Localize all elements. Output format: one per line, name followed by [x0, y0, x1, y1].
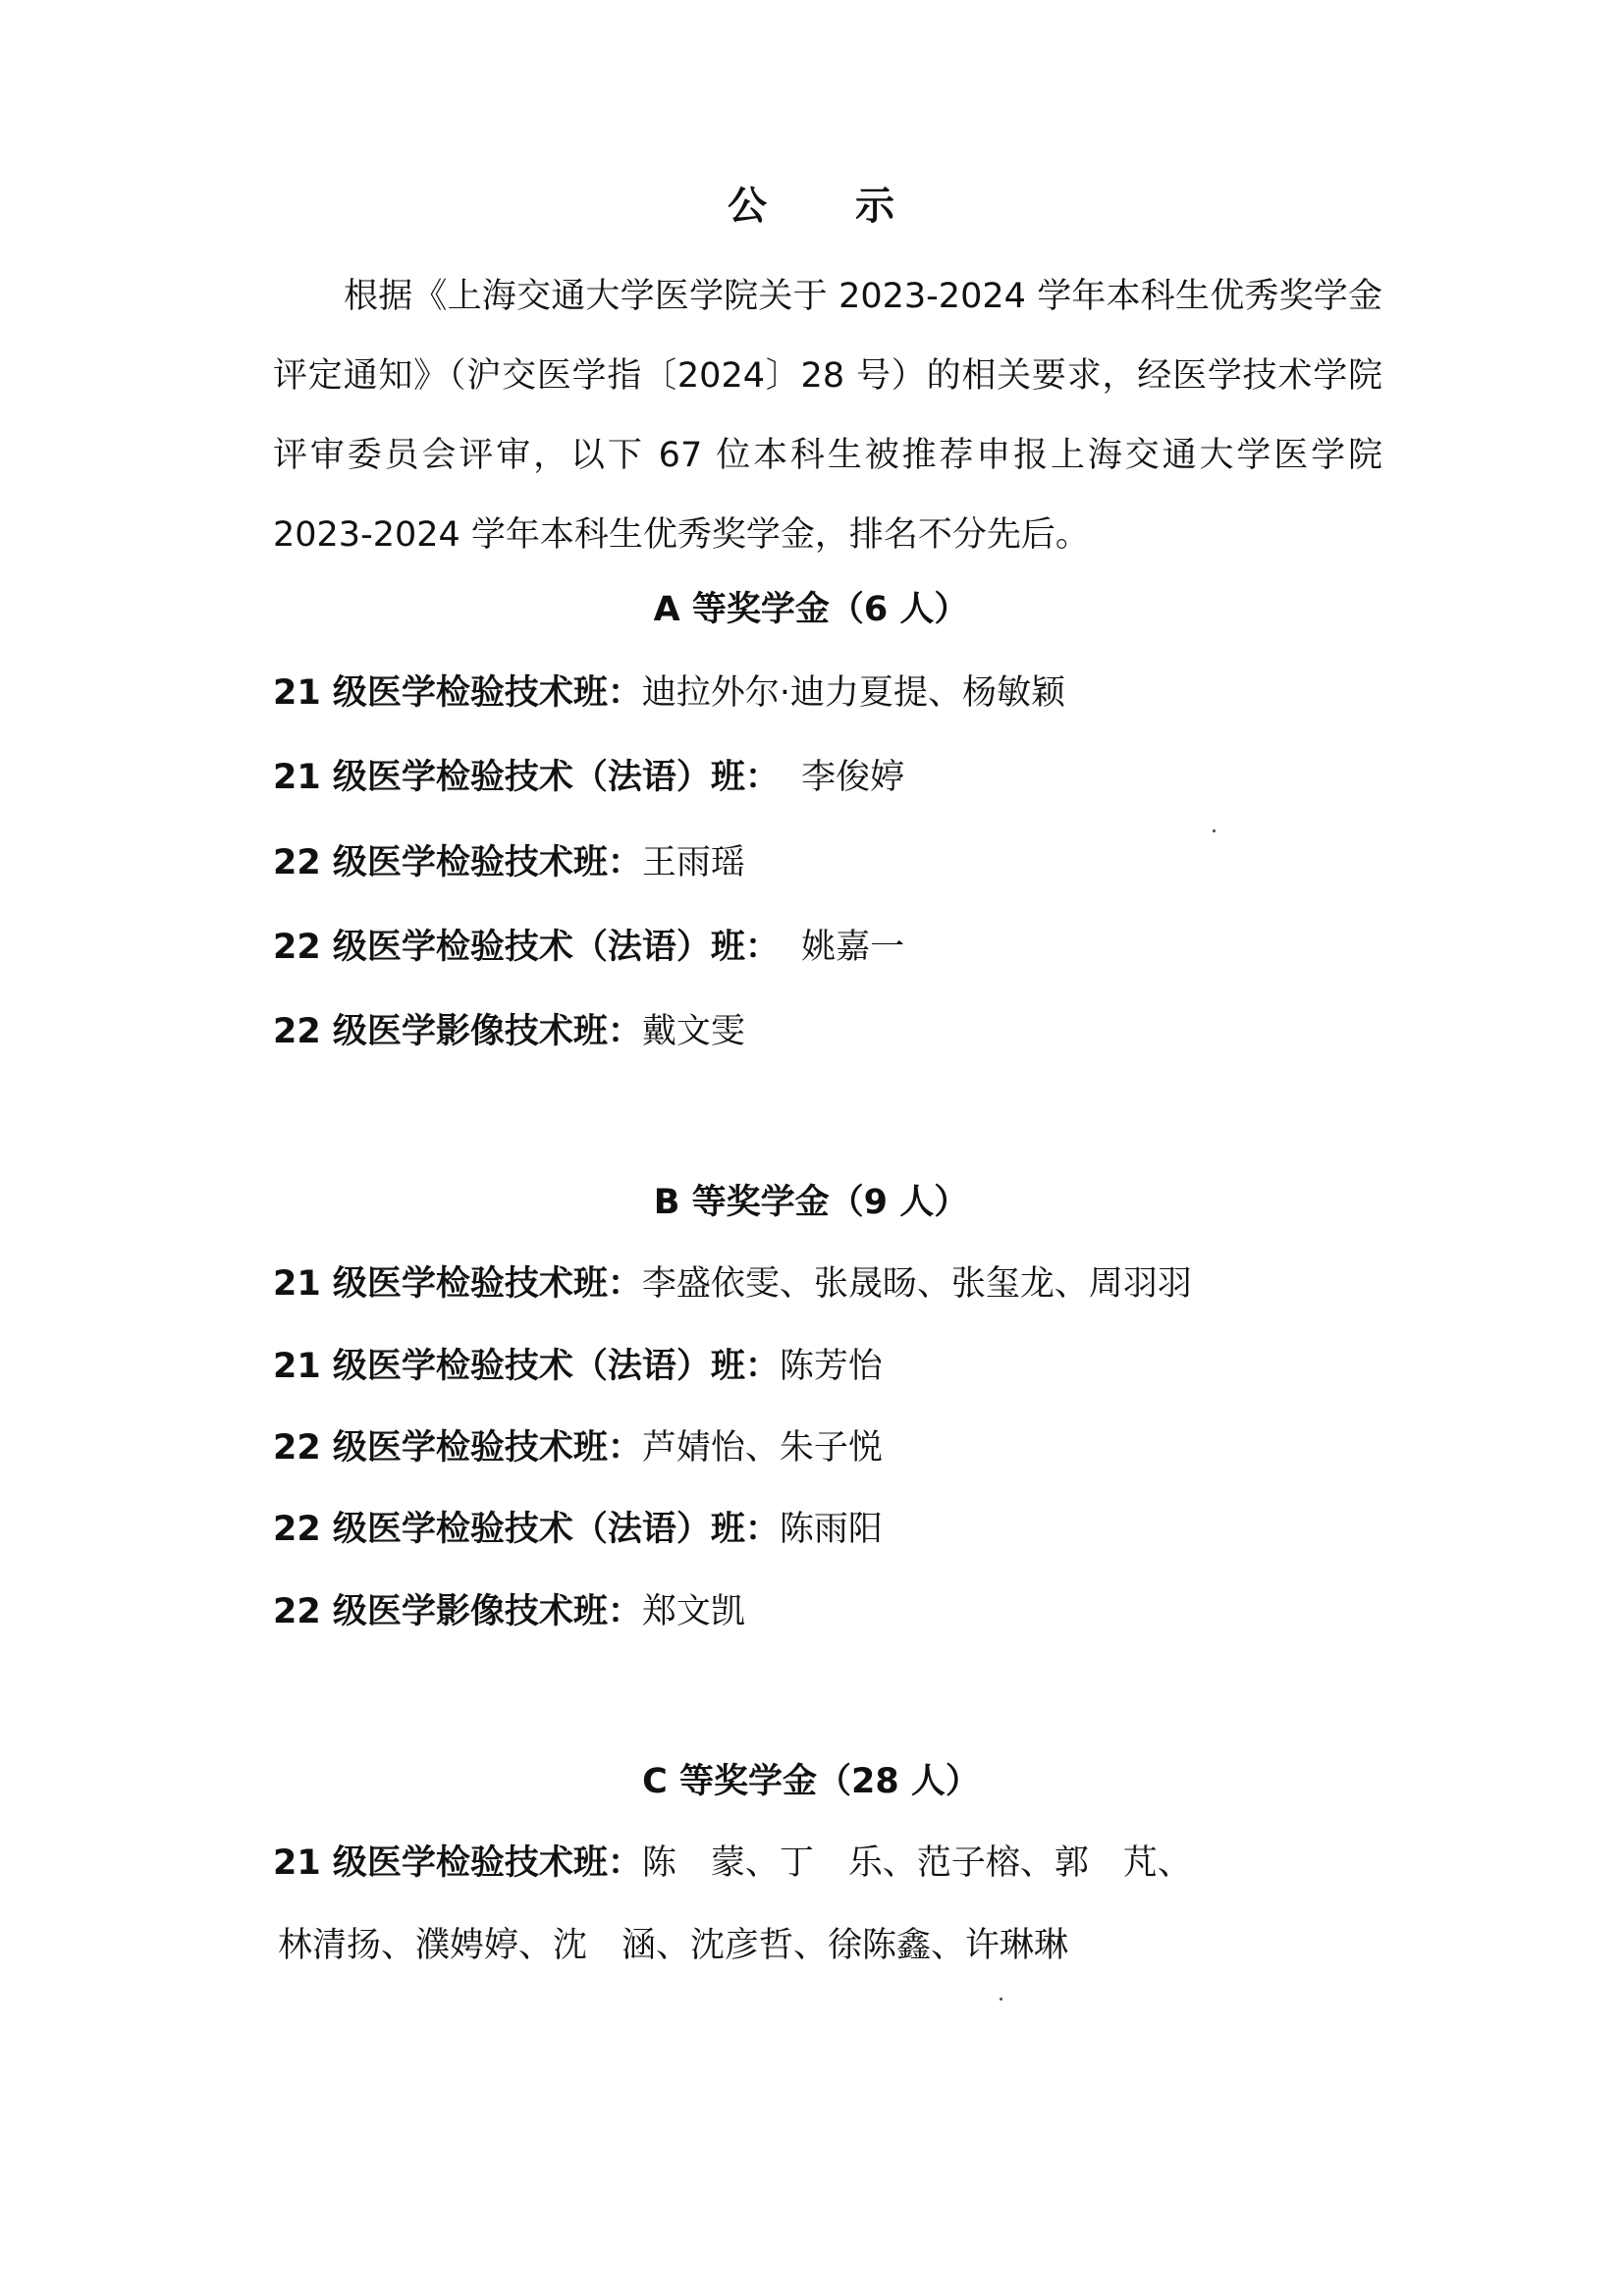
- student-names: 迪拉外尔·迪力夏提、杨敏颖: [641, 673, 1066, 713]
- student-names: 陈芳怡: [779, 1347, 883, 1386]
- award-entry: [273, 671, 1065, 715]
- intro-paragraph: 根据《上海交通大学医学院关于 2023-2024 学年本科生优秀奖学金评定通知》（沪交医学指〔2024〕28 号）的相关要求，经医学技术学院评审委员会评审，以下 67 位本科生被推荐申报上海交通大学医学院 2023-2024 学年本科生优秀奖学金，排名不分先后。: [273, 277, 1382, 555]
- class-name: 22 级医学检验技术（法语）班：: [273, 928, 780, 967]
- student-names: 郑文凯: [641, 1592, 745, 1631]
- award-entry: [273, 926, 904, 969]
- class-name: 22 级医学检验技术（法语）班：: [273, 1510, 780, 1549]
- award-entry: [273, 1262, 1192, 1306]
- student-names-continuation: 林清扬、濮娉婷、沈 涵、沈彦哲、徐陈鑫、许琳琳: [278, 1926, 1069, 1965]
- student-names: 陈 蒙、丁 乐、范子榕、郭 芃、: [641, 1843, 1192, 1883]
- student-names: 姚嘉一: [779, 928, 905, 967]
- page-title: 公 示: [728, 184, 932, 229]
- class-name: 22 级医学检验技术班：: [273, 1428, 642, 1468]
- award-entry: [273, 1842, 1192, 1885]
- class-name: 21 级医学检验技术班：: [273, 673, 642, 713]
- class-name: 21 级医学检验技术班：: [273, 1264, 642, 1304]
- class-name: 21 级医学检验技术（法语）班：: [273, 758, 780, 797]
- section-heading-c: C 等奖学金（28 人）: [642, 1762, 980, 1801]
- award-entry: [273, 1345, 883, 1388]
- student-names: 李俊婷: [779, 758, 905, 797]
- award-entry: [273, 1426, 883, 1469]
- award-entry: [273, 1508, 883, 1551]
- student-names: 李盛依雯、张晟旸、张玺龙、周羽羽: [641, 1264, 1192, 1304]
- award-entry: [273, 1010, 745, 1053]
- section-heading-b: B 等奖学金（9 人）: [653, 1183, 969, 1222]
- award-entry: [273, 841, 745, 884]
- class-name: 21 级医学检验技术（法语）班：: [273, 1347, 780, 1386]
- student-names: 戴文雯: [641, 1012, 745, 1051]
- scan-speck: [1000, 1998, 1002, 2001]
- award-entry: [273, 1590, 745, 1633]
- student-names: 芦婧怡、朱子悦: [641, 1428, 883, 1468]
- class-name: 21 级医学检验技术班：: [273, 1843, 642, 1883]
- class-name: 22 级医学影像技术班：: [273, 1012, 642, 1051]
- class-name: 22 级医学影像技术班：: [273, 1592, 642, 1631]
- award-entry: [273, 756, 904, 799]
- class-name: 22 级医学检验技术班：: [273, 843, 642, 882]
- student-names: 王雨瑶: [641, 843, 745, 882]
- scan-speck: [1213, 829, 1216, 832]
- student-names: 陈雨阳: [779, 1510, 883, 1549]
- section-heading-a: A 等奖学金（6 人）: [653, 590, 969, 629]
